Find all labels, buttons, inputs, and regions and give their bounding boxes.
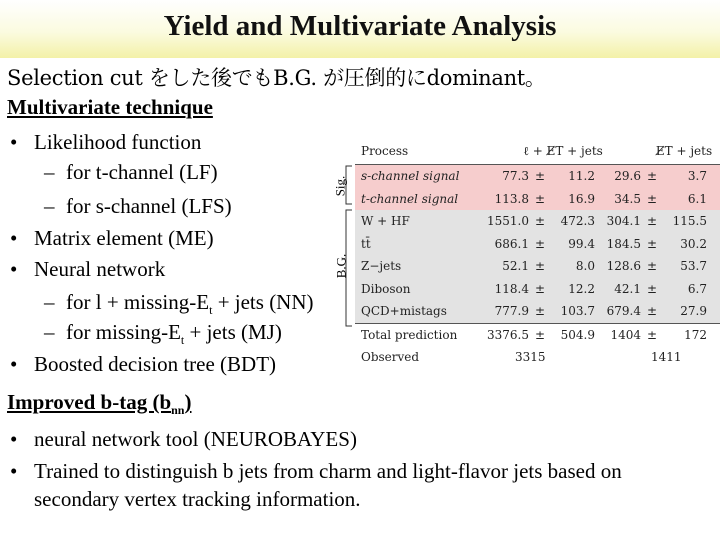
- lf-error-cell: 8.0: [575, 259, 595, 273]
- plus-minus: ±: [647, 281, 658, 296]
- plus-minus: ±: [647, 304, 658, 318]
- header-process: Process: [361, 144, 409, 158]
- observed-col2: 1411: [651, 350, 682, 364]
- lf-value-cell: 52.1: [502, 259, 529, 273]
- sig-label: Sig.: [332, 175, 348, 197]
- bullet-trained: [10, 459, 622, 484]
- plus-minus: ±: [535, 259, 546, 273]
- plus-minus: ±: [535, 191, 546, 206]
- plus-minus: ±: [647, 214, 658, 228]
- btag-subscript: nn: [171, 403, 185, 418]
- table-row: [355, 278, 720, 301]
- sub-text: for t-channel (LF): [66, 160, 218, 184]
- sub-bullet-lfs: [44, 194, 232, 219]
- plus-minus: ±: [647, 327, 658, 342]
- bullet-dot: •: [10, 130, 18, 154]
- plus-minus: ±: [535, 169, 546, 183]
- mj-error-cell: 172: [684, 327, 707, 342]
- lf-error-cell: 12.2: [568, 281, 595, 296]
- bullet-text: Boosted decision tree (BDT): [34, 352, 277, 376]
- plus-minus: ±: [647, 169, 658, 183]
- mj-error-cell: 27.9: [680, 304, 707, 318]
- process-cell: W + HF: [361, 214, 410, 228]
- plus-minus: ±: [535, 281, 546, 296]
- bullet-dot: •: [10, 257, 18, 281]
- slide-title: Yield and Multivariate Analysis: [163, 10, 557, 42]
- bullet-text: neural network tool (NEUROBAYES): [34, 427, 357, 451]
- process-cell: Z−jets: [361, 259, 402, 273]
- bullet-bdt: [10, 352, 276, 377]
- mj-value-cell: 1404: [610, 327, 641, 342]
- mj-error-cell: 6.7: [687, 281, 707, 296]
- sub-dash: –: [44, 290, 55, 314]
- table-row: [355, 165, 720, 188]
- lf-value-cell: 777.9: [494, 304, 529, 318]
- table-row-observed: [355, 346, 720, 369]
- table-row: [355, 233, 720, 256]
- table-row: [355, 323, 720, 347]
- mj-error-cell: 3.7: [687, 169, 707, 183]
- table-row: [355, 210, 720, 233]
- lf-value-cell: 77.3: [502, 169, 529, 183]
- bullet-likelihood: [10, 130, 201, 155]
- mj-value-cell: 128.6: [606, 259, 641, 273]
- plus-minus: ±: [647, 259, 658, 273]
- mj-value-cell: 184.5: [606, 236, 641, 251]
- bullet-me: [10, 226, 214, 251]
- mj-value-cell: 29.6: [614, 169, 641, 183]
- process-cell: QCD+mistags: [361, 304, 447, 318]
- plus-minus: ±: [535, 236, 546, 251]
- intro-text: Selection cut をした後でもB.G. が圧倒的にdominant。: [7, 66, 546, 90]
- sub-text: + jets (NN): [212, 290, 314, 314]
- lf-error-cell: 11.2: [568, 169, 595, 183]
- mj-value-cell: 304.1: [606, 214, 641, 228]
- plus-minus: ±: [535, 304, 546, 318]
- lf-error-cell: 103.7: [560, 304, 595, 318]
- lf-value-cell: 118.4: [494, 281, 529, 296]
- lf-error-cell: 99.4: [568, 236, 595, 251]
- plus-minus: ±: [535, 214, 546, 228]
- sub-text: for l + missing-E: [66, 290, 210, 314]
- table-row: [355, 300, 720, 323]
- btag-heading: [7, 390, 191, 418]
- sub-bullet-nn: [44, 290, 314, 318]
- table-row: [355, 188, 720, 211]
- bullet-text: Trained to distinguish b jets from charm and light-flavor jets based on: [34, 459, 622, 483]
- mj-value-cell: 34.5: [614, 191, 641, 206]
- multivariate-heading: Multivariate technique: [7, 95, 213, 119]
- lf-value-cell: 113.8: [494, 191, 529, 206]
- lf-error-cell: 504.9: [560, 327, 595, 342]
- subscript-t: t: [180, 333, 185, 348]
- sub-text: + jets (MJ): [184, 320, 282, 344]
- lf-value-cell: 686.1: [494, 236, 529, 251]
- mj-value-cell: 42.1: [614, 281, 641, 296]
- process-cell: t-channel signal: [361, 191, 459, 206]
- process-cell: Total prediction: [361, 327, 458, 342]
- plus-minus: ±: [535, 327, 546, 342]
- plus-minus: ±: [647, 191, 658, 206]
- mj-error-cell: 115.5: [672, 214, 707, 228]
- btag-heading-close: ): [184, 390, 192, 414]
- sub-bullet-mj: [44, 320, 282, 348]
- bg-label: B.G.: [333, 253, 349, 279]
- sub-bullet-lf: [44, 160, 218, 185]
- bullet-dot: •: [10, 427, 18, 451]
- process-cell: tt̄: [361, 236, 371, 251]
- process-cell: Diboson: [361, 281, 411, 296]
- observed-col1: 3315: [515, 350, 546, 364]
- sub-text: for s-channel (LFS): [66, 194, 232, 218]
- table-body: [355, 165, 720, 346]
- observed-label: Observed: [361, 350, 420, 364]
- mj-value-cell: 679.4: [606, 304, 641, 318]
- header-col1: ℓ + E̸T + jets: [523, 144, 603, 158]
- lf-value-cell: 1551.0: [487, 214, 529, 228]
- table-header-row: [355, 138, 720, 165]
- bullet-dot: •: [10, 226, 18, 250]
- lf-value-cell: 3376.5: [487, 327, 529, 342]
- mj-error-cell: 53.7: [680, 259, 707, 273]
- bullet-text: Matrix element (ME): [34, 226, 214, 250]
- bullet-dot: •: [10, 459, 18, 483]
- bullet-text: Neural network: [34, 257, 166, 281]
- lf-error-cell: 472.3: [560, 214, 595, 228]
- btag-heading-text: Improved b-tag (b: [7, 390, 172, 414]
- subscript-t: t: [209, 303, 213, 318]
- mj-error-cell: 6.1: [687, 191, 707, 206]
- sub-dash: –: [44, 320, 55, 344]
- bullet-text: Likelihood function: [34, 130, 202, 154]
- bullet-dot: •: [10, 352, 18, 376]
- bullet-nn: [10, 257, 165, 282]
- mj-error-cell: 30.2: [680, 236, 707, 251]
- sub-dash: –: [44, 160, 55, 184]
- sub-dash: –: [44, 194, 55, 218]
- yield-table: [355, 138, 720, 369]
- sub-text: for missing-E: [66, 320, 181, 344]
- lf-error-cell: 16.9: [568, 191, 595, 206]
- process-cell: s-channel signal: [361, 169, 460, 183]
- bullet-neurobayes: [10, 427, 357, 452]
- plus-minus: ±: [647, 236, 658, 251]
- bullet-trained-continuation: secondary vertex tracking information.: [34, 487, 361, 511]
- header-col2: E̸T + jets: [655, 144, 713, 158]
- table-row: [355, 255, 720, 278]
